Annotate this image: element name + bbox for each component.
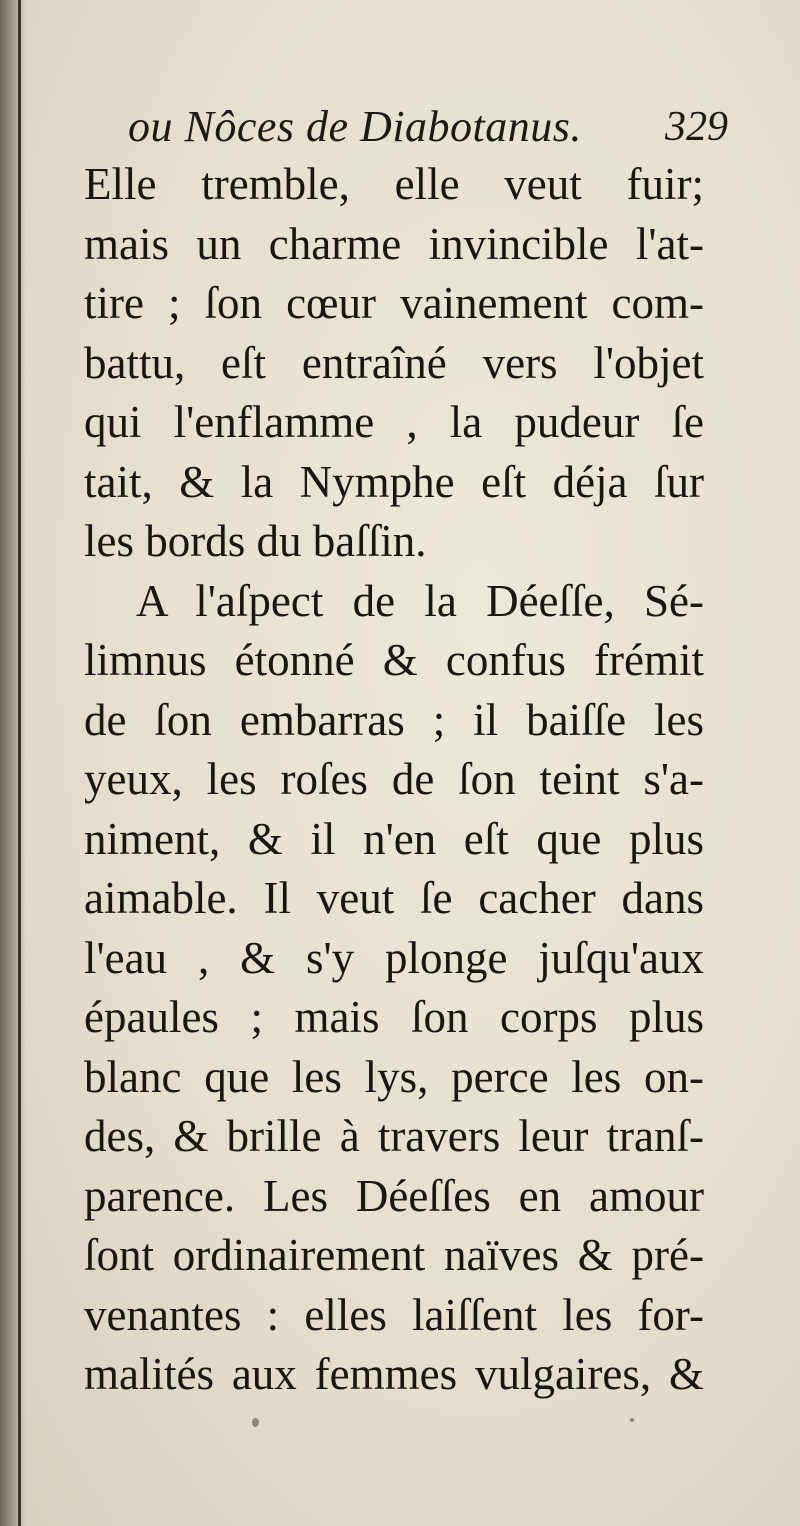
page-number: 329 [665, 104, 728, 150]
text-line: venantes : elles laiſſent les for- [84, 1289, 704, 1340]
text-line: parence. Les Déeſſes en amour [84, 1170, 704, 1221]
text-line: A l'aſpect de la Déeſſe, Sé- [136, 575, 704, 626]
text-line: aimable. Il veut ſe cacher dans [84, 873, 704, 923]
text-line: de ſon embarras ; il baiſſe les [84, 694, 704, 745]
text-line: l'eau , & s'y plonge juſqu'aux [84, 932, 704, 983]
running-title: ou Nôces de Diabotanus. [128, 102, 582, 151]
text-line: Elle tremble, elle veut fuir; [84, 159, 704, 209]
text-line: des, & brille à travers leur tranſ- [84, 1111, 704, 1161]
text-line: limnus étonné & confus frémit [84, 635, 704, 685]
text-line: ſont ordinairement naïves & pré- [84, 1230, 704, 1280]
text-line: tait, & la Nymphe eſt déja ſur [84, 456, 704, 507]
paper-speck [252, 1418, 259, 1427]
text-line: épaules ; mais ſon corps plus [84, 992, 704, 1042]
text-line: blanc que les lys, perce les on- [84, 1051, 704, 1102]
text-line: mais un charme invincible l'at- [84, 218, 704, 269]
text-line: yeux, les roſes de ſon teint s'a- [84, 754, 704, 804]
text-line: qui l'enflamme , la pudeur ſe [84, 397, 704, 447]
page-gutter-shadow [0, 0, 26, 1526]
binding-edge [18, 0, 21, 1526]
text-line: niment, & il n'en eſt que plus [84, 813, 704, 864]
text-line: les bords du baſſin. [84, 516, 427, 566]
text-line: tire ; ſon cœur vainement com- [84, 278, 704, 328]
text-line: malités aux femmes vulgaires, & [84, 1349, 704, 1399]
text-line: battu, eſt entraîné vers l'objet [84, 337, 704, 388]
paper-speck [630, 1418, 634, 1422]
body-text [84, 155, 704, 1405]
page-header [128, 92, 728, 162]
